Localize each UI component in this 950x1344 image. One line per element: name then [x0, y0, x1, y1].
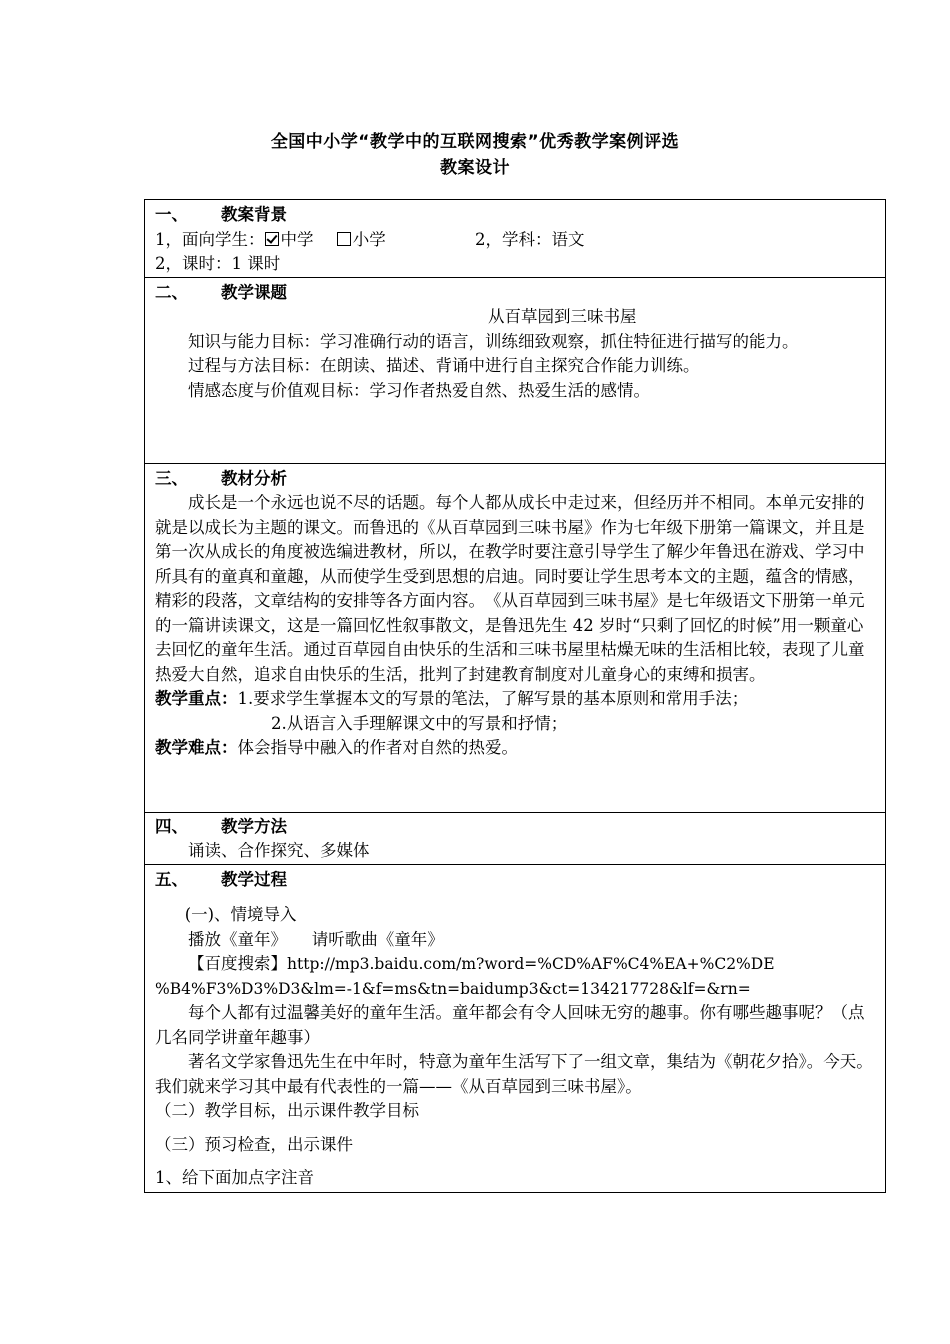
- section-heading: [155, 203, 875, 228]
- play-song: 播放《童年》 请听歌曲《童年》: [188, 929, 444, 949]
- section-number: 四、: [155, 816, 188, 836]
- section-heading: [155, 815, 875, 840]
- search-url-link[interactable]: http://mp3.baidu.com/m?word=%CD%AF%C4%EA+%C2%DE: [287, 955, 775, 973]
- section-title: 教学过程: [221, 869, 287, 889]
- goal-emotion: 情感态度与价值观目标：学习作者热爱自然、热爱生活的感情。: [188, 380, 650, 400]
- key-point-1: 1.要求学生掌握本文的写景的笔法，了解写景的基本原则和常用手法；: [237, 689, 749, 708]
- section-number: 一、: [155, 205, 188, 224]
- option-middle-school: 中学: [280, 229, 314, 249]
- option-primary-school: 小学: [352, 229, 386, 249]
- section-material: [145, 463, 886, 812]
- class-hours: 2，课时：1 课时: [155, 254, 281, 273]
- document-subtitle: 教案设计: [440, 158, 510, 178]
- difficult-point: 体会指导中融入的作者对自然的热爱。: [237, 738, 518, 757]
- intro-paragraph-1: 每个人都有过温馨美好的童年生活。童年都会有令人回味无穷的趣事。你有哪些趣事呢？（点几名同学讲童年趣事）: [155, 1003, 865, 1047]
- step-intro: (一)、情境导入: [184, 905, 297, 924]
- section-title: 教材分析: [221, 468, 287, 488]
- section-heading: [155, 281, 875, 306]
- section-title: 教学方法: [221, 816, 287, 836]
- material-analysis-text: 成长是一个永远也说不尽的话题。每个人都从成长中走过来，但经历并不相同。本单元安排的就是以成长为主题的课文。而鲁迅的《从百草园到三味书屋》作为七年级下册第一篇课文，并且是第一次从成长的角度被选编进教材，所以，在教学时要注意引导学生了解少年鲁迅在游戏、学习中所具有的童真和童趣，从而使学生受到思想的启迪。同时要让学生思考本文的主题，蕴含的情感，精彩的段落，文章结构的安排等各方面内容。 《从百草园到三味书屋》是七年级语文下册第一单元的一篇讲读课文，这是一篇回忆性叙事散文，是鲁迅先生 42 岁时“只剩了回忆的时候”用一颗童心去回忆的童年生活。通过百草园自由快乐的生活和三味书屋里枯燥无味的生活相比较，表现了儿童热爱大自然，追求自由快乐的生活，批判了封建教育制度对儿童身心的束缚和损害。: [155, 493, 865, 684]
- key-points: [155, 687, 875, 712]
- intro-paragraph-2: 著名文学家鲁迅先生在中年时，特意为童年生活写下了一组文章，集结为《朝花夕拾》。今天。我们就来学习其中最有代表性的一篇——《从百草园到三味书屋》。: [155, 1052, 873, 1096]
- checkbox-empty-icon[interactable]: [337, 232, 351, 246]
- section-topic: [145, 277, 886, 463]
- search-url-continued[interactable]: %B4%F3%D3%D3&lm=-1&f=ms&tn=baidump3&ct=134217728&lf=&rn=: [155, 979, 751, 998]
- section-title: 教学课题: [221, 282, 287, 302]
- section-heading: [155, 467, 875, 492]
- lesson-title: 从百草园到三味书屋: [488, 307, 637, 326]
- section-process: [145, 864, 886, 1192]
- search-line: [155, 952, 875, 977]
- section-heading: [155, 868, 875, 893]
- section-title: 教案背景: [221, 205, 287, 224]
- lesson-plan-table: [144, 199, 886, 1193]
- student-type-row: [155, 228, 875, 253]
- checkbox-checked-icon[interactable]: [265, 232, 279, 246]
- section-methods: [145, 812, 886, 864]
- key-point-2: 2.从语言入手理解课文中的写景和抒情；: [271, 713, 568, 733]
- teaching-methods: 诵读、合作探究、多媒体: [188, 841, 370, 860]
- section-number: 三、: [155, 468, 188, 488]
- document-title: 全国中小学“教学中的互联网搜索”优秀教学案例评选: [270, 132, 680, 152]
- exercise-item-1: 1、给下面加点字注音: [155, 1168, 314, 1187]
- section-background: [145, 200, 886, 278]
- section-number: 五、: [155, 869, 188, 889]
- subject-label: 2，学科：语文: [475, 229, 585, 249]
- search-label: 【百度搜索】: [188, 954, 287, 973]
- difficult-points: [155, 736, 875, 761]
- step-objectives: （二）教学目标，出示课件教学目标: [155, 1101, 419, 1120]
- goal-knowledge: 知识与能力目标：学习准确行动的语言，训练细致观察，抓住特征进行描写的能力。: [188, 331, 799, 351]
- students-label: 1，面向学生：: [155, 229, 265, 249]
- difficult-label: 教学难点：: [155, 738, 238, 757]
- key-points-label: 教学重点：: [155, 689, 238, 708]
- section-number: 二、: [155, 282, 188, 302]
- step-preview-check: （三）预习检查，出示课件: [155, 1134, 353, 1154]
- goal-process: 过程与方法目标：在朗读、描述、背诵中进行自主探究合作能力训练。: [188, 356, 700, 375]
